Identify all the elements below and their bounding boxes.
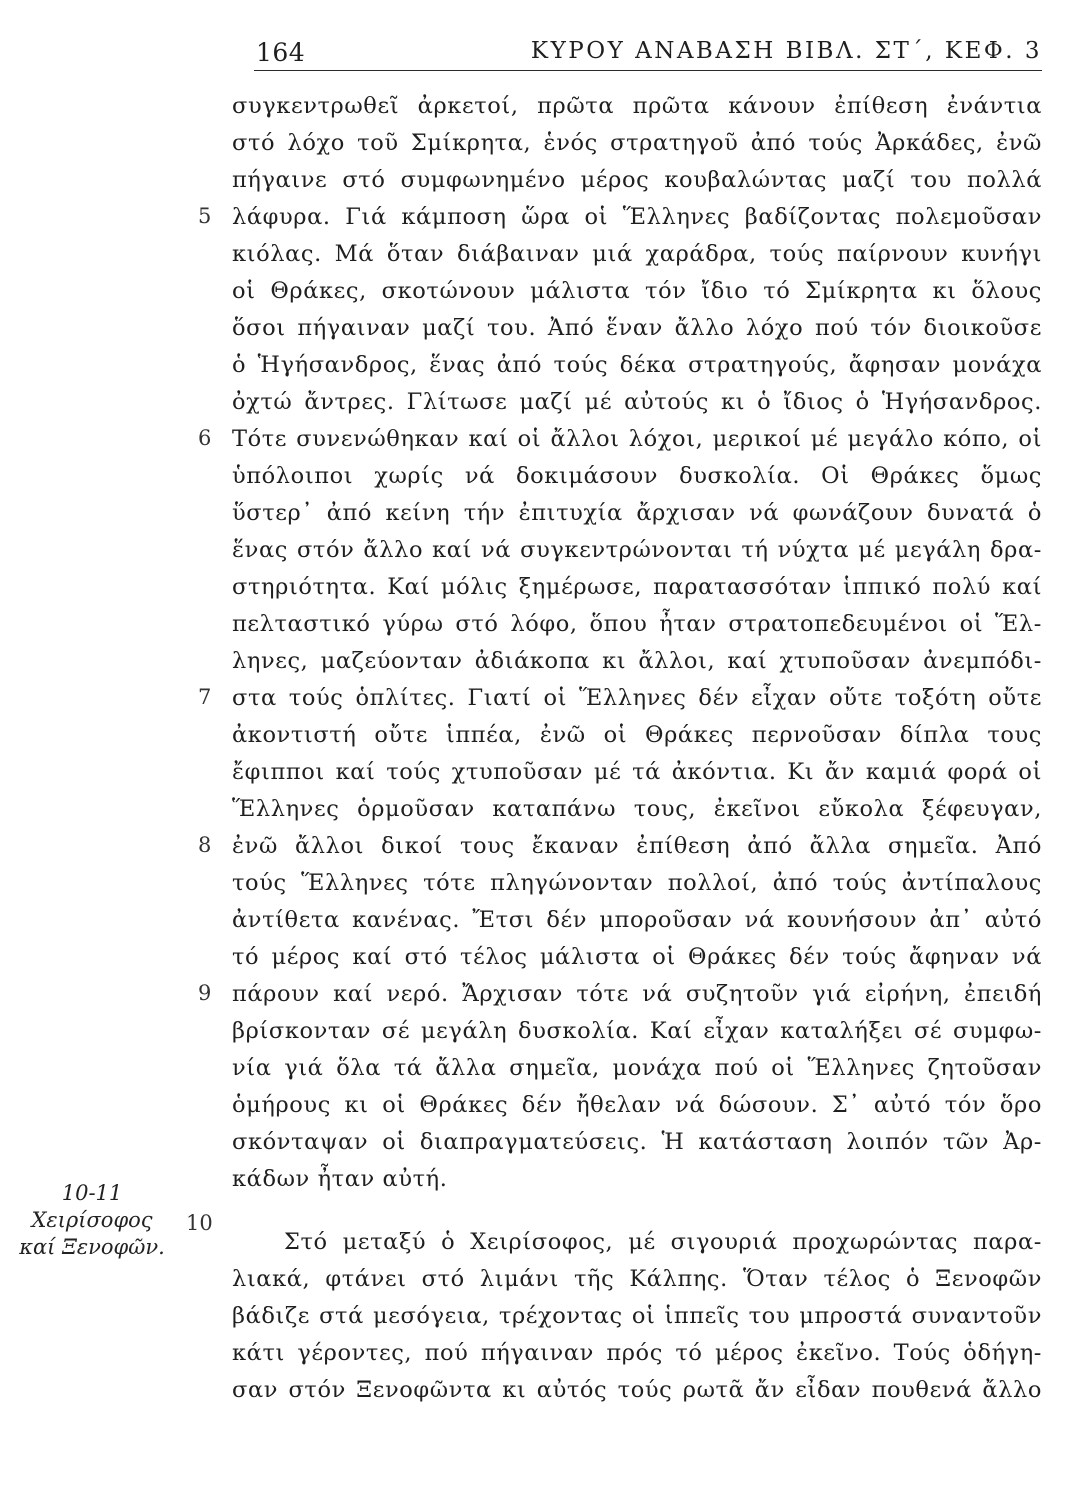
side-note-line: Χειρίσοφος [31,1208,153,1232]
running-title: ΚΥΡΟΥ ΑΝΑΒΑΣΗ ΒΙΒΛ. ΣΤ΄, ΚΕΦ. 3 [530,38,1042,64]
text-line: ἔφιπποι καί τούς χτυποῦσαν μέ τά ἀκόντια. Κι ἄν καμιά φορά οἱ [232,759,1042,785]
page-number: 164 [256,38,306,67]
text-line: συγκεντρωθεῖ ἀρκετοί, πρῶτα πρῶτα κάνουν ἐπίθεση ἐνάντια [232,93,1042,119]
text-line: σκόνταψαν οἱ διαπραγματεύσεις. Ἡ κατάσταση λοιπόν τῶν Ἀρ- [232,1129,1042,1155]
text-line: ὀχτώ ἄντρες. Γλίτωσε μαζί μέ αὐτούς κι ὁ ἴδιος ὁ Ἡγήσανδρος. [232,389,1042,415]
section-number: 8 [198,833,212,857]
text-line: οἱ Θράκες, σκοτώνουν μάλιστα τόν ἴδιο τό Σμίκρητα κι ὅλους [232,278,1042,304]
section-number: 10 [186,1211,213,1235]
side-note [12,1180,172,1261]
side-note-line: καί Ξενοφῶν. [19,1235,165,1259]
text-line: βρίσκονταν σέ μεγάλη δυσκολία. Καί εἶχαν καταλήξει σέ συμφω- [232,1018,1042,1044]
text-line: ὅσοι πήγαιναν μαζί του. Ἀπό ἕναν ἄλλο λόχο πού τόν διοικοῦσε [232,315,1042,341]
text-line: ἀκοντιστή οὔτε ἱππέα, ἐνῶ οἱ Θράκες περνοῦσαν δίπλα τους [232,722,1042,748]
section-number: 7 [198,685,212,709]
text-line: κάδων ἦταν αὐτή. [232,1166,448,1192]
text-line: ἐνῶ ἄλλοι δικοί τους ἔκαναν ἐπίθεση ἀπό ἄλλα σημεῖα. Ἀπό [232,833,1042,859]
text-line: Τότε συνενώθηκαν καί οἱ ἄλλοι λόχοι, μερικοί μέ μεγάλο κόπο, οἱ [232,426,1042,452]
text-line: πελταστικό γύρω στό λόφο, ὅπου ἦταν στρατοπεδευμένοι οἱ Ἕλ- [232,611,1042,637]
text-line: στηριότητα. Καί μόλις ξημέρωσε, παρατασσόταν ἱππικό πολύ καί [232,574,1042,600]
text-line: βάδιζε στά μεσόγεια, τρέχοντας οἱ ἱππεῖς του μπροστά συναντοῦν [232,1303,1042,1329]
text-line: ὕστερ᾽ ἀπό κείνη τήν ἐπιτυχία ἄρχισαν νά φωνάζουν δυνατά ὁ [232,500,1042,526]
text-line: στό λόχο τοῦ Σμίκρητα, ἑνός στρατηγοῦ ἀπό τούς Ἀρκάδες, ἐνῶ [232,130,1042,156]
text-line: ὁ Ἡγήσανδρος, ἕνας ἀπό τούς δέκα στρατηγούς, ἄφησαν μονάχα [232,352,1042,378]
text-line: κάτι γέροντες, πού πήγαιναν πρός τό μέρος ἐκεῖνο. Τούς ὁδήγη- [232,1340,1042,1366]
page-header [234,36,1042,70]
text-line: Στό μεταξύ ὁ Χειρίσοφος, μέ σιγουριά προχωρώντας παρα- [284,1229,1042,1255]
text-line: ἕνας στόν ἄλλο καί νά συγκεντρώνονται τή νύχτα μέ μεγάλη δρα- [232,537,1042,563]
text-line: σαν στόν Ξενοφῶντα κι αὐτός τούς ρωτᾶ ἄν εἶδαν πουθενά ἄλλο [232,1377,1042,1403]
text-line: νία γιά ὅλα τά ἄλλα σημεῖα, μονάχα πού οἱ Ἕλληνες ζητοῦσαν [232,1055,1042,1081]
text-line: κιόλας. Μά ὅταν διάβαιναν μιά χαράδρα, τούς παίρνουν κυνήγι [232,241,1042,267]
text-line: στα τούς ὁπλίτες. Γιατί οἱ Ἕλληνες δέν εἶχαν οὔτε τοξότη οὔτε [232,685,1042,711]
text-line: ληνες, μαζεύονταν ἀδιάκοπα κι ἄλλοι, καί χτυποῦσαν ἀνεμπόδι- [232,648,1042,674]
body-text [232,88,1042,1409]
text-line: ὁμήρους κι οἱ Θράκες δέν ἤθελαν νά δώσουν. Σ᾽ αὐτό τόν ὅρο [232,1092,1042,1118]
text-line: πήγαινε στό συμφωνημένο μέρος κουβαλώντας μαζί του πολλά [232,167,1042,193]
section-number: 6 [198,426,212,450]
section-number: 5 [198,204,212,228]
text-line: λάφυρα. Γιά κάμποση ὥρα οἱ Ἕλληνες βαδίζοντας πολεμοῦσαν [232,204,1042,230]
text-line: ἀντίθετα κανένας. Ἔτσι δέν μποροῦσαν νά κουνήσουν ἀπ᾽ αὐτό [232,907,1042,933]
section-number: 9 [198,981,212,1005]
text-line: τό μέρος καί στό τέλος μάλιστα οἱ Θράκες δέν τούς ἄφηναν νά [232,944,1042,970]
text-line: λιακά, φτάνει στό λιμάνι τῆς Κάλπης. Ὅταν τέλος ὁ Ξενοφῶν [232,1266,1042,1292]
header-rule [254,70,1042,71]
text-line: πάρουν καί νερό. Ἄρχισαν τότε νά συζητοῦν γιά εἰρήνη, ἐπειδή [232,981,1042,1007]
text-line: Ἕλληνες ὁρμοῦσαν καταπάνω τους, ἐκεῖνοι εὔκολα ξέφευγαν, [232,796,1042,822]
text-line: τούς Ἕλληνες τότε πληγώνονταν πολλοί, ἀπό τούς ἀντίπαλους [232,870,1042,896]
text-line: ὑπόλοιποι χωρίς νά δοκιμάσουν δυσκολία. Οἱ Θράκες ὅμως [232,463,1042,489]
side-note-range: 10-11 [61,1181,123,1205]
